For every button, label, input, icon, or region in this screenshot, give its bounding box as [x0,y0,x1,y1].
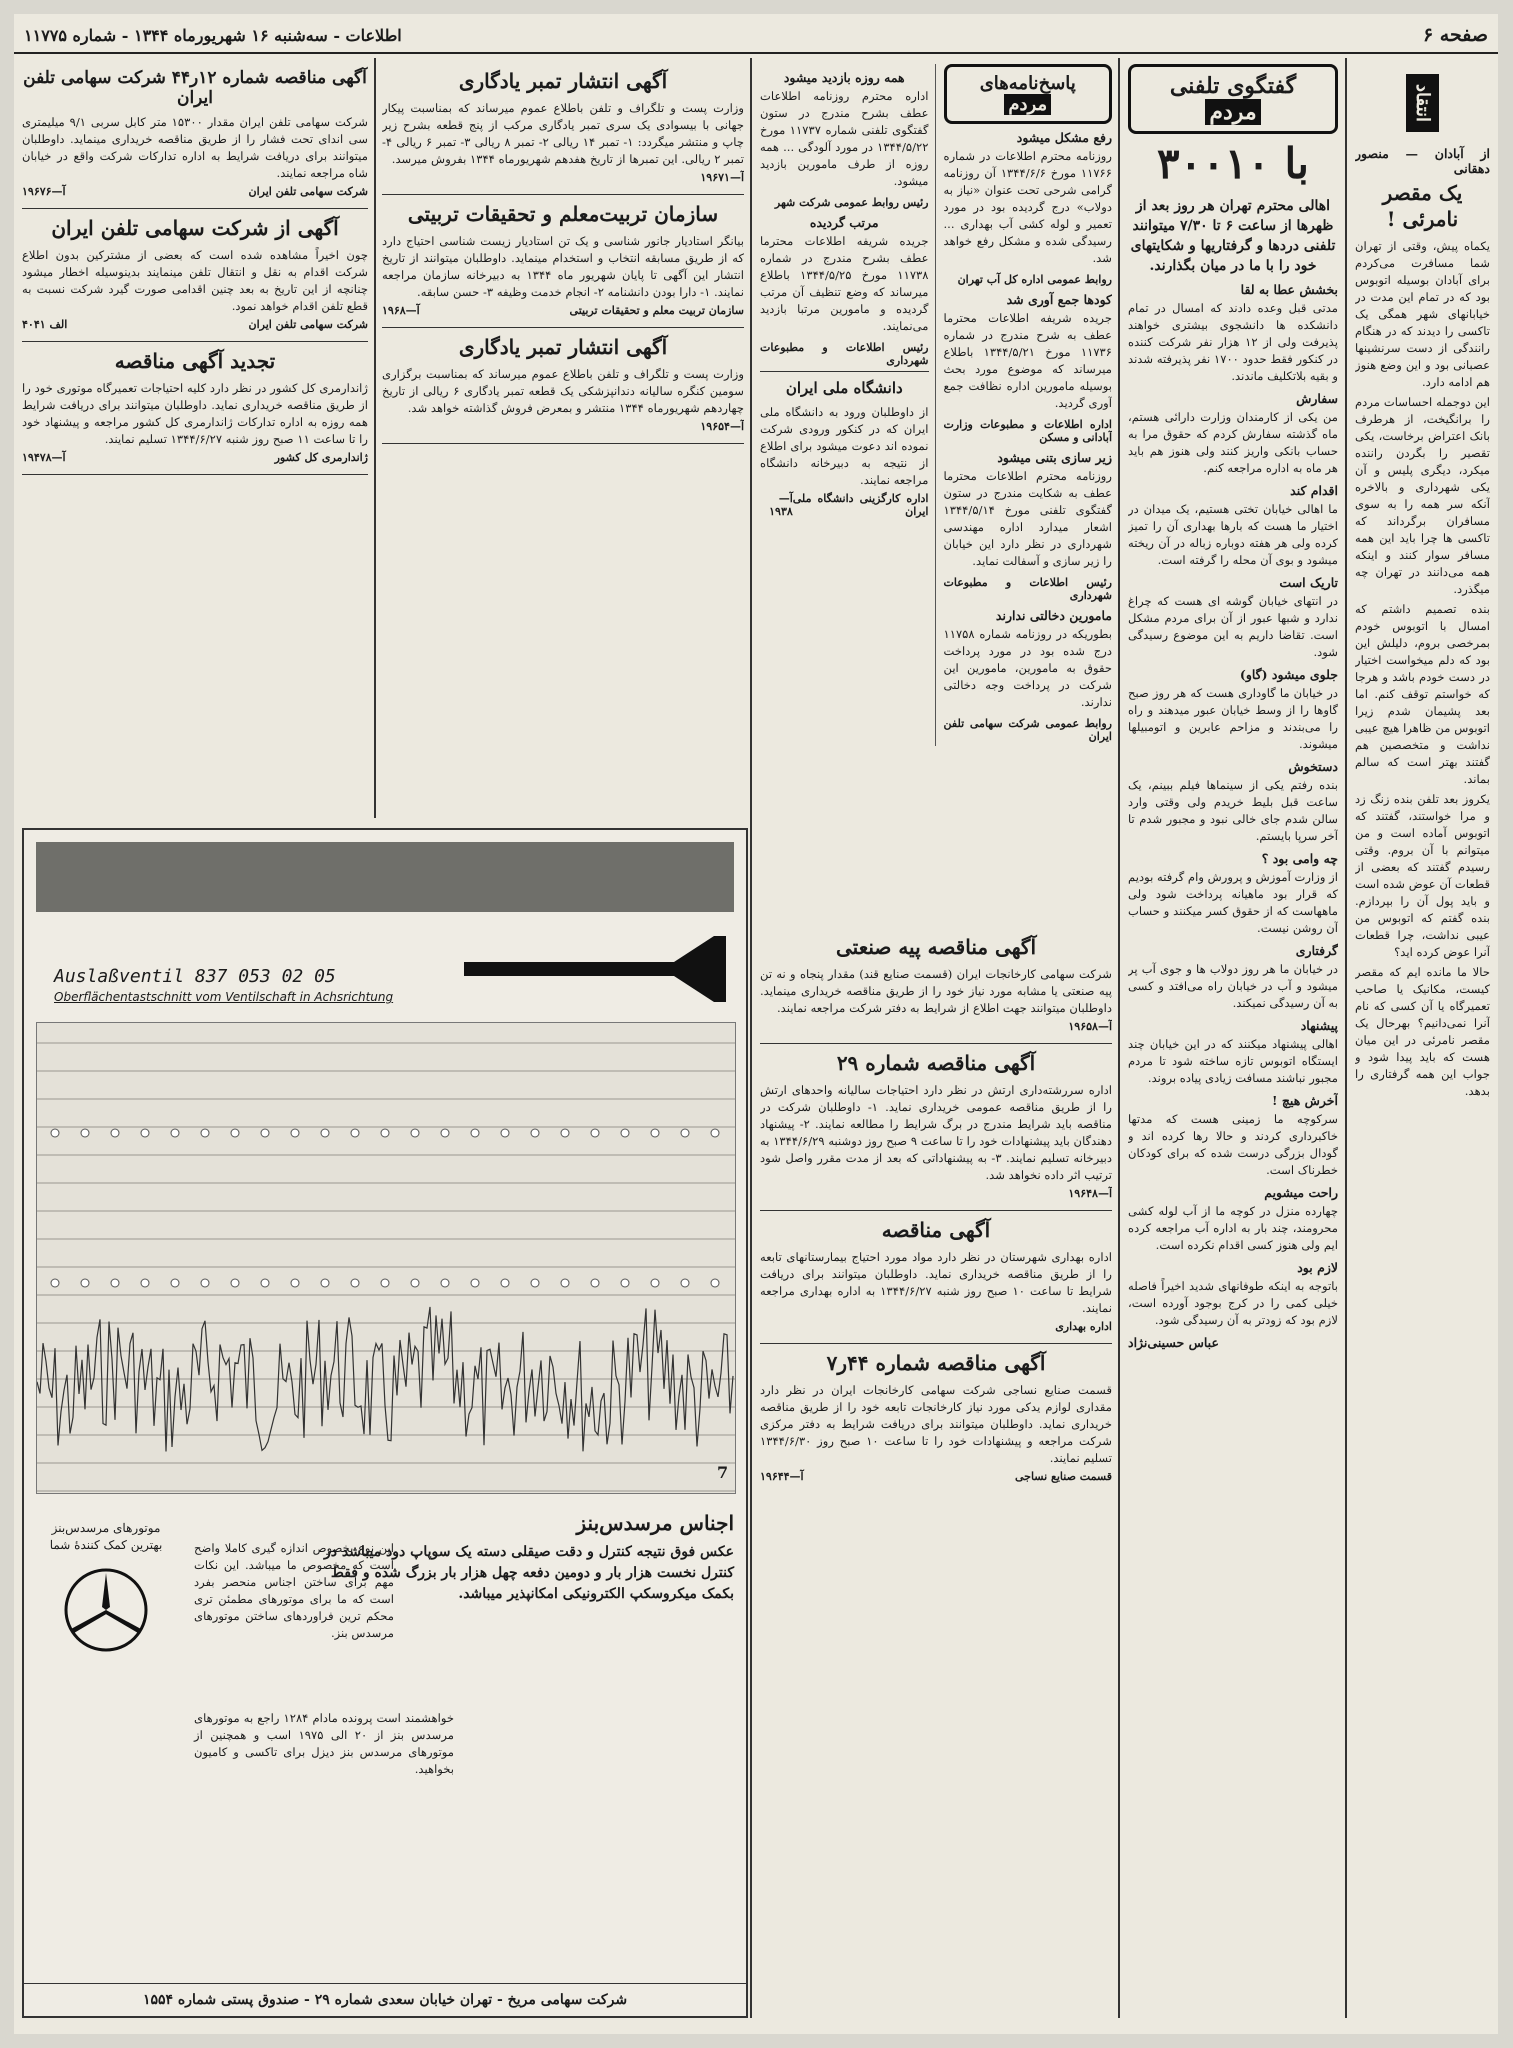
reply-heading: مامورین دخالتی ندارند [995,608,1112,623]
phone-item-text: سرکوچه ما زمینی هست که مدتها خاکبرداری کردند و حالا رها کرده اند و گودال بزرگی درست شده که برای کودکان خطرناک است. [1128,1112,1338,1177]
graph-marker [591,1279,599,1287]
reply-sign: رئیس روابط عمومی شرکت شهر [774,196,929,209]
university-footer: اداره کارگزینی دانشگاه ملی ایران آ—۱۹۳۸ [769,492,929,518]
phone-item-heading: دستخوش [1288,759,1338,774]
column-rule [750,58,752,2018]
phone-company-notice: آگهی از شرکت سهامی تلفن ایران چون اخیراً مشاهده شده است که بعضی از مشترکین بدون اطلاع شرکت اقدام به نقل و انتقال تلفن مینمایند بدینوسیله اخطار میشود چنانچه از این تاریخ به بعد چنین اقدامی صورت گیرد شرکت نسبت به قطع تلفن اقدام خواهد نمود. شرکت سهامی تلفن ایران الف ۴۰۴۱ [22,215,368,342]
health-tender: آگهی مناقصه اداره بهداری شهرستان در نظر دارد مواد مورد احتیاج بیمارستانهای تابعه را از طریق مناقصه خریداری نماید. داوطلبان میتوانند برای دریافت شرایط تا ساعت ۱۰ صبح روز شنبه ۱۳۴۴/۶/۲۷ به اداره بهداری مراجعه نمایند. اداره بهداری [760,1217,1112,1344]
critique-byline: از آبادان — منصور دهقانی [1355,146,1490,177]
reply-heading: مرتب گردیده [809,215,879,230]
graph-marker [351,1129,359,1137]
mercedes-footer: شرکت سهامی مریخ - تهران خیابان سعدی شماره ۲۹ - صندوق پستی شماره ۱۵۵۴ [24,1983,746,2016]
mercedes-bold-text: عکس فوق نتیجه کنترل و دقت صیقلی دسته یک سوپاپ دود میباشد در کنترل نخست هزار بار و دومین دفعه چهل هزار بار بزرگ شده و فقط بکمک میکروسکپ الکترونیکی امکانپذیر میباشد. [324,1544,734,1602]
phone-item-heading: چه وامی بود ؟ [1261,851,1338,866]
surface-graph [36,1022,736,1494]
graph-marker [321,1129,329,1137]
renewed-tender: تجدید آگهی مناقصه ژاندارمری کل کشور در نظر دارد کلیه احتیاجات تعمیرگاه موتوری خود را از طریق مناقصه خریداری نماید. داوطلبان میتوانند برای دریافت شرایط همه روزه به اداره تدارکات ژاندارمری کل کشور مراجعه و پیشنهاد خود را تا ساعت ۱۱ صبح روز شنبه ۱۳۴۴/۶/۲۷ تسلیم نمایند. ژاندارمری کل کشور آ—۱۹۴۷۸ [22,348,368,475]
phone-item-text: من یکی از کارمندان وزارت دارائی هستم، ماه گذشته سفارش کردم که حقوق مرا به حساب بانکی واریز کنند ولی هنوز هم باید هر ماه به اداره مراجعه کنم. [1128,410,1338,475]
phone-item-text: در خیابان ما هر روز دولاب ها و جوی آب پر میشود و آب در خیابان راه می‌افتد و کسی به آن رسیدگی نمیکند. [1128,962,1338,1010]
graph-marker [711,1129,719,1137]
graph-marker [261,1129,269,1137]
phone-item-heading: راحت میشویم [1264,1185,1338,1200]
graph-marker [411,1279,419,1287]
phone-item-heading: پیشنهاد [1300,1018,1338,1033]
mercedes-star-icon [61,1565,151,1655]
phone-item-text: در خیابان ما گاوداری هست که هر روز صبح گاوها را از وسط خیابان عبور میدهند و راه را می‌بندند و مزاحم عابرین و اتومبیلها میشوند. [1128,686,1338,751]
valve-head [674,936,726,1002]
textile-tender: آگهی مناقصه شماره ۴۴ر۷ قسمت صنایع نساجی شرکت سهامی کارخانجات ایران در نظر دارد مقداری لوازم یدکی مورد نیاز کارخانجات تابعه خود را از طریق مناقصه خریداری نماید. داوطلبان میتوانند برای دریافت شرایط به دفتر مرکزی شرکت مراجعه و پیشنهادات خود را تا ساعت ۱۰ صبح روز ۱۳۴۴/۶/۳۰ تسلیم نمایند. قسمت صنایع نساجی آ—۱۹۶۴۴ [760,1351,1112,1483]
phone-item-heading: تاریک است [1279,575,1338,590]
phone-item-text: باتوجه به اینکه طوفانهای شدید اخیراً فاصله خیلی کمی را در کرج بوجود آورده است، لازم بود که زودتر به آن رسیدگی شود. [1128,1279,1338,1327]
phone-sign: عباس حسینی‌نژاد [1128,1335,1219,1350]
graph-marker [111,1129,119,1137]
critique-paragraph: یکروز بعد تلفن بنده زنگ زد و مرا خواستند، گفتند که اتوبوس آماده است و من میتوانم با آن بروم. وقتی رسیدم گفتند که بعضی از قطعات آن عوض شده است و باید پول آن را بپردازم. بنده گفتم که اتوبوس من عیبی نداشت، چرا قطعات آنرا عوض کرده اید؟ [1355,792,1490,960]
graph-marker [531,1129,539,1137]
critique-column [1355,64,1490,2014]
reply-text: بطوریکه در روزنامه شماره ۱۱۷۵۸ درج شده بود در مورد پرداخت حقوق به مامورین، مامورین این شرکت در پرداخت وجه دخالتی ندارند. [943,627,1112,709]
phone-column [1128,64,1338,2014]
stamp-ad: آگهی انتشار تمبر یادگاری وزارت پست و تلگراف و تلفن باطلاع عموم میرساند که بمناسبت پیکار جهانی با بیسوادی یک سری تمبر یادگاری مرکب از پنج قطعه بشرح زیر چاپ و منتشر میگردد: ۱- تمبر ۱۴ ریالی ۲- تمبر ۸ ریالی ۳- تمبر ۶ ریالی ۴- تمبر ۲ ریالی. این تمبرها از تاریخ هفدهم شهریورماه ۱۳۴۴ بفروش میرسد. آ—۱۹۶۷۱ [382,68,744,195]
graph-marker [231,1129,239,1137]
critique-label: انتقاد [1355,74,1490,136]
graph-marker [171,1279,179,1287]
issue-line: اطلاعات - سه‌شنبه ۱۶ شهریورماه ۱۳۴۴ - شماره ۱۱۷۷۵ [24,26,402,45]
column-rule [1345,58,1347,2018]
replies-right [944,64,1113,746]
critique-title: یک مقصر نامرئی ! [1382,181,1463,232]
mercedes-note: خواهشمند است پرونده مادام ۱۲۸۴ راجع به موتورهای مرسدس بنز از ۲۰ الی ۱۹۷۵ اسب و همچنین از موتورهای مرسدس بنز دیزل برای تاکسی و کامیون بخواهید. [194,1711,454,1776]
phone-item-text: ما اهالی خیابان تختی هستیم، یک میدان در اختیار ما هست که بارها بهداری آن را تمیز کرده ولی هر هفته دوباره زباله در آن ریخته میشود و بوی آن محله را گرفته است. [1128,502,1338,567]
graph-number: 7 [717,1463,729,1482]
graph-marker [51,1279,59,1287]
replies-logo: پاسخ‌نامه‌های مردم [944,64,1113,124]
graph-marker [351,1279,359,1287]
phone-item-heading: لازم بود [1297,1260,1338,1275]
graph-marker [561,1279,569,1287]
mercedes-side: موتورهای مرسدس‌بنز بهترین کمک کنندۀ شما [36,1520,176,1659]
phone-item-text: اهالی پیشنهاد میکنند که در این خیابان چند ایستگاه اتوبوس تازه ساخته شود تا مردم مجبور نباشند مسافت زیادی پیاده بروند. [1128,1037,1338,1085]
reply-sign: روابط عمومی شرکت سهامی تلفن ایران [943,717,1112,743]
graph-marker [141,1279,149,1287]
graph-marker [171,1129,179,1137]
critique-paragraph: یکماه پیش، وقتی از تهران شما مسافرت می‌کردم برای آبادان بوسیله اتوبوس بود که در تمام این مدت در خیابانهای شهر همگی یک تاکسی را دیدند که در هنگام رانندگی از دست سرنشینها عصبانی بود و این وضع هنوز هم ادامه دارد. [1355,239,1490,390]
graph-marker [471,1279,479,1287]
reply-heading: رفع مشکل میشود [1016,130,1112,145]
graph-marker [501,1279,509,1287]
mercedes-title: اجناس مرسدس‌بنز [576,1511,734,1535]
reply-text: روزنامه محترم اطلاعات محترما عطف به شکایت مندرج در ستون گفتگوی تلفنی مورخ ۱۳۴۴/۵/۱۴ اشعار میدارد اداره مهندسی شهرداری در نظر دارد این خیابان را زیر سازی و آسفالت نماید. [943,469,1112,568]
graph-marker [621,1129,629,1137]
graph-marker [201,1279,209,1287]
tender-29: آگهی مناقصه شماره ۲۹ اداره سررشته‌داری ارتش در نظر دارد احتیاجات سالیانه واحدهای ارتش را از طریق مناقصه عمومی خریداری نماید. ۱- داوطلبان شرکت در مناقصه باید شرایط مندرج در برگ شرایط را مطالعه نمایند. ۲- پیشنهاد دهندگان باید پیشنهادات خود را تا ساعت ۹ صبح روز دوشنبه ۱۳۴۴/۶/۲۹ به دبیرخانه تسلیم نمایند. ۳- به پیشنهاداتی که بعد از مدت مقرر واصل شود ترتیب اثر داده نخواهد شد. آ—۱۹۶۴۸ [760,1050,1112,1211]
reply-sign: اداره اطلاعات و مطبوعات وزارت آبادانی و مسکن [943,418,1112,444]
graph-marker [111,1279,119,1287]
graph-marker [381,1279,389,1287]
graph-marker [291,1129,299,1137]
replies-column [760,64,1112,924]
graph-marker [591,1129,599,1137]
phone-item-heading: جلوی میشود (گاو) [1239,667,1338,682]
reply-heading: همه روزه بازدید میشود [783,70,905,85]
critique-paragraph: بنده تصمیم داشتم که امسال با اتوبوس خودم بمرخصی بروم، دلیلش این بود که دلم میخواست اختیار در دست خودم باشد و هرجا که خواستم توقف کنم. اما بعد پشیمان شدم زیرا اتوبوس من ظاهرا هیچ عیبی نداشت و متخصصین هم گفتند بهتر است که سالم بماند. [1355,602,1490,787]
reply-text: اداره محترم روزنامه اطلاعات عطف بشرح مندرج در ستون گفتگوی تلفنی شماره ۱۱۷۳۷ مورخ ۱۳۴۴/۵/۲۲ در مورد آلودگی ... همه روزه از طرف مامورین بازدید میشود. [760,89,929,188]
graph-marker [291,1279,299,1287]
phone-item-heading: بخشش عطا به لقا [1240,282,1338,297]
column-rule [1118,58,1120,2018]
phone-item-text: در انتهای خیابان گوشه ای هست که چراغ ندارد و شبها عبور از آن برای مردم مشکل است. تقاضا داریم به این موضوع رسیدگی شود. [1128,594,1338,659]
reply-sign: رئیس اطلاعات و مطبوعات شهرداری [943,576,1112,602]
phone-item-heading: اقدام کند [1290,483,1338,498]
tenders-column [22,64,368,824]
mercedes-body: این نوع بخصوص اندازه گیری کاملا واضح است که مخصوص ما میباشد. این نکات مهم برای ساختن اجناس منحصر بفرد است که ما برای موتورهای مطمئن تری محکم ترین فراوردهای ساختن موتورهای مرسدس بنز. [194,1541,394,1640]
graph-marker [561,1129,569,1137]
phone-item-text: چهارده منزل در کوچه ما از آب لوله کشی محرومند، چند بار به اداره آب مراجعه کرده ایم ولی هنوز کسی اقدام نکرده است. [1128,1204,1338,1252]
graph-marker [261,1279,269,1287]
graph-marker [441,1129,449,1137]
phone-number: با ۳۰۰۱۰ [1157,139,1309,188]
phone-item-text: بنده رفتم یکی از سینماها فیلم ببینم، یک ساعت قبل بلیط خریدم ولی وقتی وارد سالن شدم جای خالی نبود و مجبور شدم تا آخر سرپا بایستم. [1128,778,1338,843]
reply-heading: کودها جمع آوری شد [1006,292,1112,307]
graph-marker [201,1129,209,1137]
phone-lead: اهالی محترم تهران هر روز بعد از ظهرها از ساعت ۶ تا ۷/۳۰ میتوانند تلفنی دردها و گرفتاریها و شکایتهای خود را با ما در میان بگذارند. [1130,198,1336,274]
stamps-column [382,64,744,824]
phone-item-heading: گرفتاری [1295,943,1338,958]
graph-marker [651,1129,659,1137]
graph-marker [231,1279,239,1287]
phone-item-heading: سفارش [1296,391,1338,406]
graph-label: Auslaßventil 837 053 02 05 [54,966,336,987]
mid-tenders-column [760,930,1112,2020]
university-title: دانشگاه ملی ایران [760,371,929,398]
reply-text: روزنامه محترم اطلاعات در شماره ۱۱۷۶۶ مورخ ۱۳۴۴/۶/۶ آن روزنامه گرامی شرحی تحت عنوان «نیاز به دولاب» درج گردیده بود در مورد تعمیر و لوله کشی آب بهداری ... رسیدگی شده و مشکل رفع خواهد شد. [943,149,1112,265]
graph-marker [321,1279,329,1287]
reply-sign: رئیس اطلاعات و مطبوعات شهرداری [760,341,929,367]
graph-subtitle: Oberflächentastschnitt vom Ventilschaft in Achsrichtung [54,990,394,1004]
graph-marker [501,1129,509,1137]
phone-items [1128,282,1338,1329]
reply-text: جریده شریفه اطلاعات محترما عطف به شرح مندرج در شماره ۱۱۷۳۶ مورخ ۱۳۴۴/۵/۲۱ باطلاع میرساند که موضوع مورد بحث بوسیله مامورین اداره نظافت جمع آوری گردید. [943,311,1112,410]
valve-stem [464,962,674,976]
page-number: صفحه ۶ [1422,24,1488,46]
grain-strip [36,842,734,912]
university-text: از داوطلبان ورود به دانشگاه ملی ایران که در کنکور ورودی شرکت نموده اند دعوت میشود برای اطلاع از نتیجه به دبیرخانه دانشگاه مراجعه نمایند. [760,405,929,487]
graph-marker [81,1279,89,1287]
graph-marker [441,1279,449,1287]
graph-marker [141,1129,149,1137]
critique-paragraph: این دوجمله احساسات مردم را برانگیخت، از هرطرف بانک اعتراض برخاست، یکی تقصیر را بگردن راننده میکرد، دیگری پلیس و آن یکی شهرداری و بالاخره آنکه سر همه را به سوی مسافران برگرداند که تاکسی ها چرا باید این همه مسافر سوار کنند و اینکه همه می‌دانند در تهران چه میگذرد. [1355,395,1490,597]
graph-marker [471,1129,479,1137]
graph-marker [81,1129,89,1137]
replies-left [760,64,936,746]
graph-marker [711,1279,719,1287]
page-header [14,22,1498,54]
graph-marker [621,1279,629,1287]
graph-marker [531,1279,539,1287]
graph-marker [681,1279,689,1287]
mercedes-ad [22,828,748,2018]
critique-paragraph: حالا ما مانده ایم که مقصر کیست، مکانیک یا صاحب تعمیرگاه یا آن کسی که نام آنرا نمی‌دانیم؟ بهرحال یک مقصر نامرئی در این میان هست که باید پیدا شود و جواب این همه گرفتاری را بدهد. [1355,965,1490,1099]
graph-marker [651,1279,659,1287]
stamp-ad-2: آگهی انتشار تمبر یادگاری وزارت پست و تلگراف و تلفن باطلاع عموم میرساند که بمناسبت برگزاری سومین کنگره سالیانه دندانپزشکی یک قطعه تمبر یادگاری ۶ ریالی از تاریخ چهاردهم شهریورماه ۱۳۴۴ منتشر و بمعرض فروش گذاشته خواهد شد. آ—۱۹۶۵۴ [382,334,744,444]
phone-item-heading: آخرش هیچ ! [1272,1093,1338,1108]
graph-marker [411,1129,419,1137]
reply-sign: روابط عمومی اداره کل آب تهران [957,273,1112,286]
teacher-training-ad: سازمان تربیت‌معلم و تحقیقات تربیتی بیانگر استادیار جانور شناسی و یک تن استادیار زیست شناسی احتیاج دارد که از طریق مسابقه انتخاب و استخدام مینماید. داوطلبان میتوانند از تاریخ انتشار این آگهی تا پایان شهریور ماه ۱۳۴۴ به دبیرخانه سازمان مراجعه نمایند. ۱- دارا بودن دانشنامه ۲- انجام خدمت وظیفه ۳- حسن سابقه. سازمان تربیت معلم و تحقیقات تربیتی آ—۱۹۶۸ [382,201,744,328]
valve-drawing [464,936,734,1012]
phone-item-text: مدتی قبل وعده دادند که امسال در تمام دانشکده ها دانشجوی بیشتری خواهند پذیرفت ولی از ۱۲ هزار نفر شرکت کننده در کنکور فقط حدود ۱۷۰۰ نفر پذیرفته شدند و بقیه بلاتکلیف ماندند. [1128,301,1338,383]
graph-marker [51,1129,59,1137]
phone-logo: گفتگوی تلفنی مردم [1128,64,1338,134]
reply-heading: زیر سازی بتنی میشود [997,450,1112,465]
tallow-tender: آگهی مناقصه پیه صنعتی شرکت سهامی کارخانجات ایران (قسمت صنایع قند) مقدار پنجاه و نه تن پیه صنعتی یا مشابه مورد نیاز خود را از طریق مناقصه خریداری مینماید. داوطلبان میتوانند جهت اطلاع از شرایط به دفتر شرکت مراجعه نمایند. آ—۱۹۶۵۸ [760,934,1112,1044]
tender-ad: آگهی مناقصه شماره ۱۲ر۴۴ شرکت سهامی تلفن ایران شرکت سهامی تلفن ایران مقدار ۱۵۳۰۰ متر کابل سربی ۹/۱ میلیمتری سی اندای تحت فشار را از طریق مناقصه خریداری مینماید. داوطلبان میتوانند برای دریافت شرایط به اداره تدارکات شرکت واقع در خیابان شاه مراجعه نمایند. شرکت سهامی تلفن ایران آ—۱۹۶۷۶ [22,68,368,209]
graph-marker [681,1129,689,1137]
phone-item-text: از وزارت آموزش و پرورش وام گرفته بودیم که قرار بود ماهیانه پرداخت شود ولی ماههاست که از حقوق کسر میکنند و حساب آن روشن نیست. [1128,870,1338,935]
column-rule [374,58,376,818]
reply-text: جریده شریفه اطلاعات محترما عطف بشرح مندرج در شماره ۱۱۷۳۸ مورخ ۱۳۴۴/۵/۲۵ باطلاع میرساند که وضع تنظیف آن مرتب گردیده و مامورین مرتبا بازدید می‌نمایند. [760,234,929,333]
graph-marker [381,1129,389,1137]
